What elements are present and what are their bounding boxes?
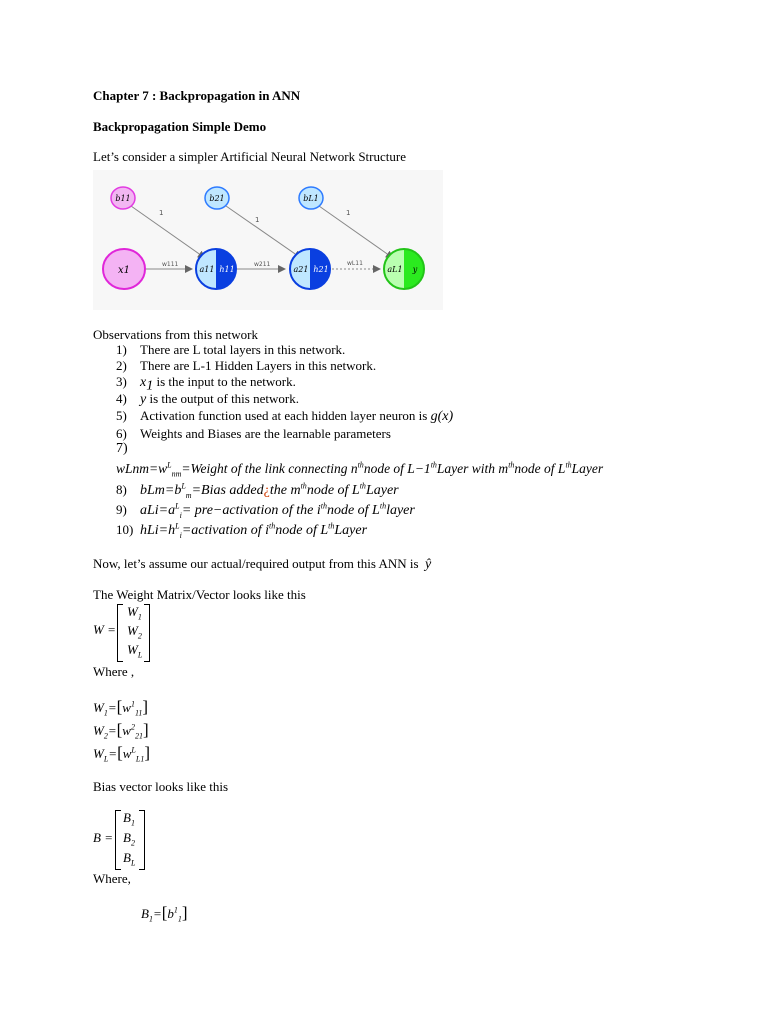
node-b21-label: b21 bbox=[209, 194, 225, 203]
y-hat: ŷ bbox=[425, 557, 432, 572]
weight-matrix: W = $W_1$ $W_2$ $W_L$ bbox=[93, 602, 173, 662]
item-math: x bbox=[140, 375, 147, 390]
item-number: 6) bbox=[116, 426, 127, 441]
item-text: is the input to the network. bbox=[153, 374, 296, 389]
observation-item-7 bbox=[116, 441, 140, 457]
item-number: 7) bbox=[116, 441, 128, 456]
observation-item-6 bbox=[116, 426, 391, 442]
wl-definition: $W_L=[w^L_{L1}]$ bbox=[93, 743, 150, 764]
node-bl1-label: bL1 bbox=[303, 194, 319, 203]
item-math: g(x) bbox=[430, 409, 454, 424]
item-number: 2) bbox=[116, 358, 127, 373]
observation-item-4 bbox=[116, 391, 299, 408]
edge-label-wl11: wL11 bbox=[347, 260, 363, 267]
bias-edge-label-1: 1 bbox=[159, 209, 164, 217]
observation-item-5 bbox=[116, 408, 453, 425]
item-text: There are L total layers in this network. bbox=[140, 342, 346, 357]
item-number: 1) bbox=[116, 342, 127, 357]
w2-definition: $W_2=[w^2_{21}]$ bbox=[93, 720, 149, 741]
observation-item-2 bbox=[116, 358, 376, 374]
observation-item-3 bbox=[116, 374, 296, 394]
equation-9: 9) $aLi=a^L_i=$ pre−activation of the $i^{th}node$ of Lthlayer bbox=[116, 501, 415, 520]
bias-edge-label-2: 1 bbox=[255, 216, 260, 224]
bias-intro: Bias vector looks like this bbox=[93, 779, 229, 794]
item-number: 3) bbox=[116, 374, 127, 389]
node-al1-label: aL1 bbox=[387, 265, 403, 274]
item-math-sub: 1 bbox=[146, 378, 154, 394]
assume-text: Now, let’s assume our actual/required output from this ANN is ŷ bbox=[93, 556, 432, 572]
node-b11-label: b11 bbox=[115, 194, 131, 203]
bias-matrix: B = $B_1$ $B_2$ $B_L$ bbox=[93, 808, 173, 870]
observation-item-1 bbox=[116, 342, 345, 358]
equation-7: $wLnm=w^L_{nm}=Weight$ of the link connecting $n^{th}node$ of L−1thLayer with $m^{th}node$ of LthLayer bbox=[116, 460, 604, 479]
where-label-2: Where, bbox=[93, 871, 131, 886]
item-number: 5) bbox=[116, 408, 127, 423]
node-y-label: y bbox=[412, 265, 418, 274]
weight-intro: The Weight Matrix/Vector looks like this bbox=[93, 587, 306, 602]
item-text: Weights and Biases are the learnable parameters bbox=[140, 426, 391, 441]
node-a11-label: a11 bbox=[199, 265, 215, 274]
item-text: There are L-1 Hidden Layers in this network. bbox=[140, 358, 377, 373]
chapter-heading: Chapter 7 : Backpropagation in ANN bbox=[93, 88, 301, 103]
section-heading: Backpropagation Simple Demo bbox=[93, 119, 267, 134]
edge-label-w211: w211 bbox=[254, 261, 271, 268]
network-diagram bbox=[93, 170, 443, 310]
edge-label-w111: w111 bbox=[162, 261, 179, 268]
node-a21-label: a21 bbox=[293, 265, 309, 274]
node-x1-label: x1 bbox=[117, 265, 131, 276]
item-text: Activation function used at each hidden layer neuron is bbox=[140, 408, 431, 423]
item-text: is the output of this network. bbox=[146, 391, 299, 406]
equation-8: 8) $bLm=b^L_m=Bias$ added¿the $m^{th}node$ of LthLayer bbox=[116, 481, 399, 500]
node-h11-label: h11 bbox=[219, 265, 235, 274]
node-h21-label: h21 bbox=[313, 265, 329, 274]
item-math: y bbox=[140, 392, 147, 407]
observations-title: Observations from this network bbox=[93, 327, 259, 342]
item-number: 4) bbox=[116, 391, 127, 406]
w1-definition: $W_1=[w^1_{11}]$ bbox=[93, 697, 149, 718]
bias-edge-label-3: 1 bbox=[346, 209, 351, 217]
where-label-1: Where , bbox=[93, 664, 135, 679]
b1-definition: $B_1=[b^1_1]$ bbox=[141, 903, 188, 924]
equation-10: 10) $hLi=h^L_i=activation$ of $i^{th}node$ of LthLayer bbox=[116, 521, 368, 540]
intro-text: Let’s consider a simpler Artificial Neural Network Structure bbox=[93, 149, 406, 164]
